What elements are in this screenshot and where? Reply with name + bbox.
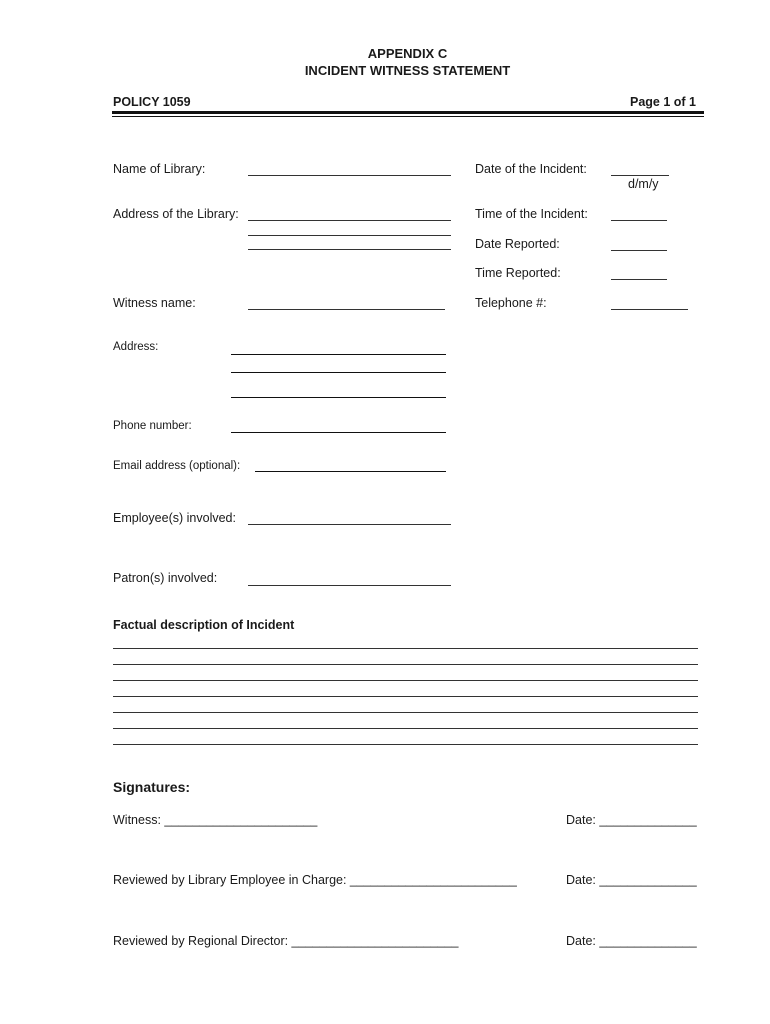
incident-time-label: Time of the Incident:: [475, 207, 588, 221]
page-indicator: Page 1 of 1: [630, 95, 696, 109]
telephone-label: Telephone #:: [475, 296, 547, 310]
header-rule-thin: [112, 116, 704, 117]
employees-field[interactable]: [248, 523, 451, 525]
incident-date-field[interactable]: [611, 174, 669, 176]
appendix-label: APPENDIX C: [367, 46, 448, 61]
library-name-field[interactable]: [248, 174, 451, 176]
employees-label: Employee(s) involved:: [113, 511, 236, 525]
address-field-2[interactable]: [231, 372, 446, 373]
policy-number: POLICY 1059: [113, 95, 191, 109]
library-address-field-1[interactable]: [248, 219, 451, 221]
telephone-field[interactable]: [611, 308, 688, 310]
address-field-1[interactable]: [231, 354, 446, 355]
header-rule-thick: [112, 111, 704, 114]
address-label: Address:: [113, 341, 159, 353]
description-line-1[interactable]: [113, 647, 698, 649]
email-field[interactable]: [255, 471, 446, 472]
library-address-label: Address of the Library:: [113, 207, 239, 221]
witness-signature[interactable]: Witness: ______________________: [113, 813, 318, 827]
time-reported-label: Time Reported:: [475, 266, 561, 280]
patrons-field[interactable]: [248, 584, 451, 586]
director-date[interactable]: Date: ______________: [566, 934, 697, 948]
witness-date[interactable]: Date: ______________: [566, 813, 697, 827]
phone-field[interactable]: [231, 432, 446, 433]
description-heading: Factual description of Incident: [113, 618, 295, 632]
address-field-3[interactable]: [231, 397, 446, 398]
description-line-4[interactable]: [113, 695, 698, 697]
employee-signature[interactable]: Reviewed by Library Employee in Charge: ________________________: [113, 873, 517, 887]
description-line-7[interactable]: [113, 743, 698, 745]
library-address-field-3[interactable]: [248, 248, 451, 250]
signatures-heading: Signatures:: [113, 779, 191, 795]
phone-label: Phone number:: [113, 420, 192, 432]
form-title: INCIDENT WITNESS STATEMENT: [304, 63, 511, 78]
date-reported-field[interactable]: [611, 249, 667, 251]
library-name-label: Name of Library:: [113, 162, 206, 176]
witness-name-field[interactable]: [248, 308, 445, 310]
patrons-label: Patron(s) involved:: [113, 571, 218, 585]
time-reported-field[interactable]: [611, 278, 667, 280]
description-line-3[interactable]: [113, 679, 698, 681]
email-label: Email address (optional):: [113, 460, 241, 472]
description-line-6[interactable]: [113, 727, 698, 729]
director-signature[interactable]: Reviewed by Regional Director: ________________________: [113, 934, 459, 948]
witness-name-label: Witness name:: [113, 296, 196, 310]
date-reported-label: Date Reported:: [475, 237, 560, 251]
date-format-hint: d/m/y: [628, 177, 659, 191]
library-address-field-2[interactable]: [248, 234, 451, 236]
description-line-2[interactable]: [113, 663, 698, 665]
incident-date-label: Date of the Incident:: [475, 162, 587, 176]
description-line-5[interactable]: [113, 711, 698, 713]
employee-date[interactable]: Date: ______________: [566, 873, 697, 887]
incident-time-field[interactable]: [611, 219, 667, 221]
